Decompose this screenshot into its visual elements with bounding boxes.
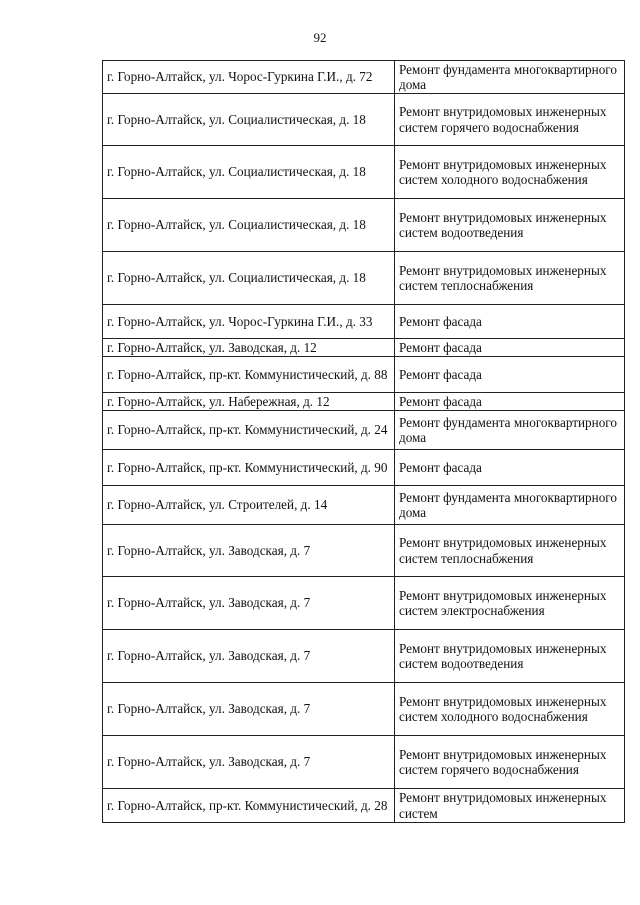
address-cell: г. Горно-Алтайск, ул. Заводская, д. 7 xyxy=(103,630,395,683)
table-row xyxy=(103,252,625,305)
work-type-cell: Ремонт внутридомовых инженерных систем водоотведения xyxy=(395,199,625,252)
address-cell: г. Горно-Алтайск, пр-кт. Коммунистический, д. 88 xyxy=(103,357,395,393)
work-type-cell: Ремонт внутридомовых инженерных систем горячего водоснабжения xyxy=(395,94,625,146)
table-row xyxy=(103,683,625,736)
table-row xyxy=(103,630,625,683)
table-row xyxy=(103,411,625,450)
work-type-cell: Ремонт фундамента многоквартирного дома xyxy=(395,486,625,525)
address-cell: г. Горно-Алтайск, ул. Заводская, д. 7 xyxy=(103,577,395,630)
address-works-table xyxy=(102,60,625,823)
page-number: 92 xyxy=(313,30,327,45)
work-type-cell: Ремонт фасада xyxy=(395,393,625,411)
address-cell: г. Горно-Алтайск, ул. Заводская, д. 7 xyxy=(103,525,395,577)
address-cell: г. Горно-Алтайск, ул. Заводская, д. 7 xyxy=(103,736,395,789)
address-cell: г. Горно-Алтайск, ул. Чорос-Гуркина Г.И., д. 33 xyxy=(103,305,395,339)
work-type-cell: Ремонт фундамента многоквартирного дома xyxy=(395,411,625,450)
address-cell: г. Горно-Алтайск, ул. Набережная, д. 12 xyxy=(103,393,395,411)
work-type-cell: Ремонт внутридомовых инженерных систем горячего водоснабжения xyxy=(395,736,625,789)
work-type-cell: Ремонт внутридомовых инженерных систем xyxy=(395,789,625,823)
address-cell: г. Горно-Алтайск, пр-кт. Коммунистический, д. 24 xyxy=(103,411,395,450)
address-cell: г. Горно-Алтайск, ул. Чорос-Гуркина Г.И., д. 72 xyxy=(103,61,395,94)
work-type-cell: Ремонт фасада xyxy=(395,450,625,486)
work-type-cell: Ремонт фасада xyxy=(395,339,625,357)
address-cell: г. Горно-Алтайск, ул. Социалистическая, д. 18 xyxy=(103,146,395,199)
work-type-cell: Ремонт внутридомовых инженерных систем водоотведения xyxy=(395,630,625,683)
table-row xyxy=(103,486,625,525)
work-type-cell: Ремонт фасада xyxy=(395,305,625,339)
address-cell: г. Горно-Алтайск, ул. Заводская, д. 7 xyxy=(103,683,395,736)
work-type-cell: Ремонт внутридомовых инженерных систем холодного водоснабжения xyxy=(395,683,625,736)
address-cell: г. Горно-Алтайск, ул. Заводская, д. 12 xyxy=(103,339,395,357)
table-row xyxy=(103,199,625,252)
table-row xyxy=(103,339,625,357)
address-cell: г. Горно-Алтайск, пр-кт. Коммунистический, д. 90 xyxy=(103,450,395,486)
table-row xyxy=(103,146,625,199)
work-type-cell: Ремонт внутридомовых инженерных систем теплоснабжения xyxy=(395,252,625,305)
table-row xyxy=(103,357,625,393)
address-cell: г. Горно-Алтайск, пр-кт. Коммунистический, д. 28 xyxy=(103,789,395,823)
table-row xyxy=(103,789,625,823)
table-row xyxy=(103,577,625,630)
table-row xyxy=(103,305,625,339)
address-cell: г. Горно-Алтайск, ул. Строителей, д. 14 xyxy=(103,486,395,525)
work-type-cell: Ремонт внутридомовых инженерных систем холодного водоснабжения xyxy=(395,146,625,199)
table-row xyxy=(103,450,625,486)
table-row xyxy=(103,61,625,94)
table-row xyxy=(103,736,625,789)
table-row xyxy=(103,525,625,577)
address-cell: г. Горно-Алтайск, ул. Социалистическая, д. 18 xyxy=(103,199,395,252)
work-type-cell: Ремонт фасада xyxy=(395,357,625,393)
address-cell: г. Горно-Алтайск, ул. Социалистическая, д. 18 xyxy=(103,94,395,146)
work-type-cell: Ремонт внутридомовых инженерных систем электроснабжения xyxy=(395,577,625,630)
table-row xyxy=(103,94,625,146)
address-cell: г. Горно-Алтайск, ул. Социалистическая, д. 18 xyxy=(103,252,395,305)
work-type-cell: Ремонт фундамента многоквартирного дома xyxy=(395,61,625,94)
work-type-cell: Ремонт внутридомовых инженерных систем теплоснабжения xyxy=(395,525,625,577)
table-row xyxy=(103,393,625,411)
